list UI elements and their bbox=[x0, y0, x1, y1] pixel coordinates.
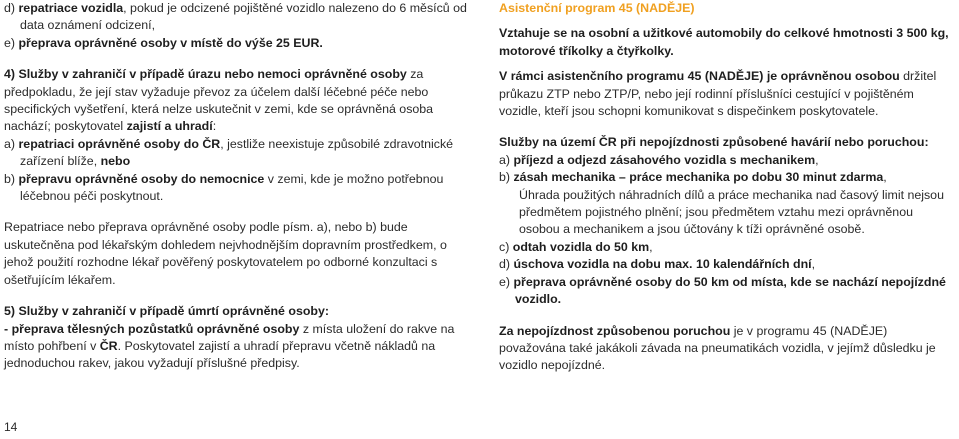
section-4-heading: 4) Služby v zahraničí v případě úrazu nebo nemoci oprávněné osoby bbox=[4, 67, 407, 82]
list-item-a bbox=[4, 136, 474, 171]
eligible-person-text: držitel průkazu ZTP nebo ZTP/P, nebo její rodinní příslušníci cestující v pojištěném vozidle, kteří jsou schopni komunikovat s dispečinkem poskytovatele. bbox=[499, 69, 937, 119]
service-d-comma: , bbox=[811, 257, 816, 272]
vehicle-scope-text: Vztahuje se na osobní a užitkové automobily do celkové hmotnosti 3 500 kg, motorové tříkolky a čtyřkolky. bbox=[499, 26, 949, 58]
service-e-marker: e) bbox=[499, 274, 511, 289]
item-a-text: , jestliže neexistuje způsobilé zdravotnické zařízení blíže, bbox=[20, 136, 454, 169]
item-b-text: v zemi, kde je možno potřebnou léčebnou péči poskytnout. bbox=[20, 171, 444, 204]
list-item-b bbox=[4, 171, 474, 206]
breakdown-definition-text: je v programu 45 (NADĚJE) považována také jakákoli závada na pneumatikách vozidla, v jejímž důsledku je vozidlo nepojízdné. bbox=[499, 323, 936, 373]
service-a-comma: , bbox=[815, 152, 819, 167]
item-b-bold: přepravu oprávněné osoby do nemocnice bbox=[18, 171, 265, 186]
service-b-bold: zásah mechanika – práce mechanika po dobu 30 minut zdarma bbox=[513, 170, 884, 185]
breakdown-definition-bold: Za nepojízdnost způsobenou poruchou bbox=[499, 323, 731, 338]
section-4-text: za předpokladu, že její stav vyžaduje převoz za účelem další léčebné péče nebo specifických vyšetření, která nelze uskutečnit v zemi, kde se oprávněná osoba nachází; poskytovatel bbox=[4, 67, 434, 134]
service-d-marker: d) bbox=[499, 257, 511, 272]
service-item-b bbox=[499, 169, 955, 186]
dash-item-text: z místa uložení do rakve na místo pohřbení v bbox=[4, 321, 455, 353]
services-heading-text: Služby na území ČR při nepojízdnosti způsobené havárií nebo poruchou: bbox=[499, 135, 929, 150]
service-e-bold: přeprava oprávněné osoby do 50 km od místa, kde se nachází nepojízdné vozidlo. bbox=[513, 274, 946, 307]
service-item-a bbox=[499, 152, 955, 169]
list-item-d bbox=[4, 0, 474, 35]
service-b-note: Úhrada použitých náhradních dílů a práce mechanika nad časový limit nejsou předmětem pojistného plnění; jsou předmětem vztahu mezi oprávněnou osobou a mechanikem a jsou účtovány k tíži oprávněné osobě. bbox=[519, 187, 944, 237]
section-5-heading bbox=[4, 303, 474, 320]
program-heading: Asistenční program 45 (NADĚJE) bbox=[499, 1, 695, 15]
right-column bbox=[499, 0, 955, 375]
item-d-text: , pokud je odcizené pojištěné vozidlo nalezeno do 6 měsíců od data oznámení odcizení, bbox=[20, 1, 467, 33]
service-a-bold: příjezd a odjezd zásahového vozidla s mechanikem bbox=[513, 152, 816, 167]
service-a-marker: a) bbox=[499, 152, 511, 167]
section-5-heading-text: 5) Služby v zahraničí v případě úmrtí oprávněné osoby: bbox=[4, 304, 329, 319]
item-b-marker: b) bbox=[4, 171, 16, 186]
list-item-e bbox=[4, 35, 474, 52]
item-d-marker: d) bbox=[4, 1, 16, 15]
item-a-marker: a) bbox=[4, 136, 16, 151]
item-e-bold: přeprava oprávněné osoby v místě do výše 25 EUR. bbox=[18, 35, 323, 50]
service-c-comma: , bbox=[649, 239, 653, 254]
service-b-comma: , bbox=[883, 170, 887, 185]
services-heading bbox=[499, 134, 955, 151]
service-item-e bbox=[499, 274, 955, 309]
service-item-d bbox=[499, 256, 955, 273]
service-c-marker: c) bbox=[499, 239, 510, 254]
eligible-person-paragraph bbox=[499, 68, 955, 120]
dash-item bbox=[4, 321, 474, 373]
item-a-bold-ending: nebo bbox=[100, 154, 131, 169]
breakdown-definition-paragraph bbox=[499, 323, 955, 375]
section-4-paragraph bbox=[4, 66, 474, 136]
vehicle-scope-paragraph bbox=[499, 25, 955, 60]
eligible-person-bold: V rámci asistenčního programu 45 (NADĚJE) je oprávněnou osobou bbox=[499, 69, 900, 84]
service-item-c bbox=[499, 239, 955, 256]
item-e-marker: e) bbox=[4, 35, 16, 50]
dash-item-bold: - přeprava tělesných pozůstatků oprávněné osoby bbox=[4, 321, 300, 336]
left-column bbox=[4, 0, 474, 373]
dash-item-bold-cr: ČR bbox=[99, 338, 118, 353]
dash-item-text-2: . Poskytovatel zajistí a uhradí přepravu včetně nákladů na jednoduchou rakev, jakou vyžadují příslušné předpisy. bbox=[4, 338, 436, 371]
item-d-bold: repatriace vozidla bbox=[18, 1, 124, 15]
service-b-marker: b) bbox=[499, 170, 511, 185]
item-a-bold: repatriaci oprávněné osoby do ČR bbox=[18, 136, 221, 151]
section-4-bold-ending: zajistí a uhradí bbox=[126, 119, 213, 134]
section-4-colon: : bbox=[212, 119, 217, 134]
service-d-bold: úschova vozidla na dobu max. 10 kalendářních dní bbox=[513, 257, 812, 272]
service-c-bold: odtah vozidla do 50 km bbox=[512, 239, 650, 254]
page-number: 14 bbox=[4, 420, 18, 434]
repatriation-paragraph: Repatriace nebo přeprava oprávněné osoby podle písm. a), nebo b) bude uskutečněna pod lékařským dohledem nejvhodnějším dopravním prostředkem, o jehož použití rozhodne lékař pověřený poskytovatelem po odborné konzultaci s ošetřujícím lékařem. bbox=[4, 220, 447, 287]
